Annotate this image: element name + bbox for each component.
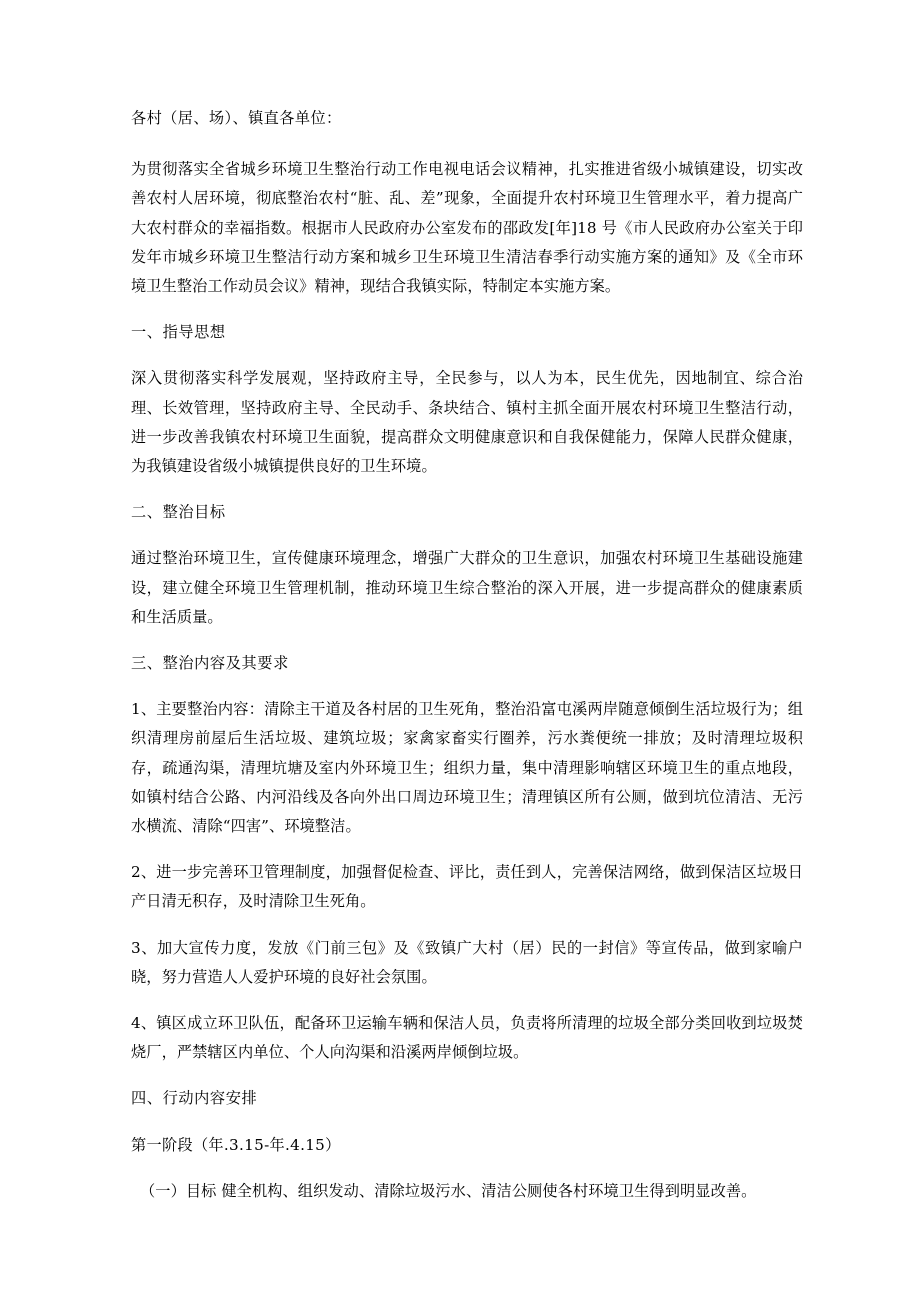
preamble-paragraph: 为贯彻落实全省城乡环境卫生整治行动工作电视电话会议精神，扎实推进省级小城镇建设，切实改善农村人居环境，彻底整治农村“脏、乱、差”现象，全面提升农村环境卫生管理水平，着力提高广大农村群众的幸福指数。根据市人民政府办公室发布的邵政发[年]18 号《市人民政府办公室关于印发年市城乡环境卫生整洁行动方案和城乡卫生环境卫生清洁春季行动实施方案的通知》及《全市环境卫生整治工作动员会议》精神，现结合我镇实际，特制定本实施方案。 xyxy=(131,160,803,296)
section-item-2: 2、进一步完善环卫管理制度，加强督促检查、评比，责任到人，完善保洁网络，做到保洁区垃圾日产日清无积存，及时清除卫生死角。 xyxy=(131,863,803,911)
section-heading-rectification-goals: 二、整治目标 xyxy=(131,503,226,522)
section-paragraph-rectification-goals: 通过整治环境卫生，宣传健康环境理念，增强广大群众的卫生意识，加强农村环境卫生基础设施建设，建立健全环境卫生管理机制，推动环境卫生综合整治的深入开展，进一步提高群众的健康素质和生活质量。 xyxy=(131,549,803,626)
section-heading-guiding-ideology: 一、指导思想 xyxy=(131,323,226,342)
section-paragraph-guiding-ideology: 深入贯彻落实科学发展观，坚持政府主导，全民参与，以人为本，民生优先，因地制宜、综合治理、长效管理，坚持政府主导、全民动手、条块结合、镇村主抓全面开展农村环境卫生整洁行动，进一步改善我镇农村环境卫生面貌，提高群众文明健康意识和自我保健能力，保障人民群众健康，为我镇建设省级小城镇提供良好的卫生环境。 xyxy=(131,369,803,476)
section-heading-content-and-requirements: 三、整治内容及其要求 xyxy=(131,654,289,673)
section-item-1: 1、主要整治内容：清除主干道及各村居的卫生死角，整治沿富屯溪两岸随意倾倒生活垃圾行为；组织清理房前屋后生活垃圾、建筑垃圾；家禽家畜实行圈养，污水粪便统一排放；及时清理垃圾积存，疏通沟渠，清理坑塘及室内外环境卫生；组织力量，集中清理影响辖区环境卫生的重点地段，如镇村结合公路、内河沿线及各向外出口周边环境卫生；清理镇区所有公厕，做到坑位清洁、无污水横流、清除“四害”、环境整洁。 xyxy=(131,700,803,836)
section-item-3: 3、加大宣传力度，发放《门前三包》及《致镇广大村（居）民的一封信》等宣传品，做到家喻户晓，努力营造人人爱护环境的良好社会氛围。 xyxy=(131,938,803,986)
document-body xyxy=(131,104,803,1206)
stage-one-label: 第一阶段（年.3.15-年.4.15） xyxy=(131,1135,341,1154)
section-item-4: 4、镇区成立环卫队伍，配备环卫运输车辆和保洁人员，负责将所清理的垃圾全部分类回收到垃圾焚烧厂，严禁辖区内单位、个人向沟渠和沿溪两岸倾倒垃圾。 xyxy=(131,1014,803,1062)
section-heading-action-arrangement: 四、行动内容安排 xyxy=(131,1089,258,1108)
stage-one-goal-line: （一）目标 健全机构、组织发动、清除垃圾污水、清洁公厕使各村环境卫生得到明显改善。 xyxy=(140,1181,757,1200)
salutation-line: 各村（居、场）、镇直各单位： xyxy=(131,109,342,127)
